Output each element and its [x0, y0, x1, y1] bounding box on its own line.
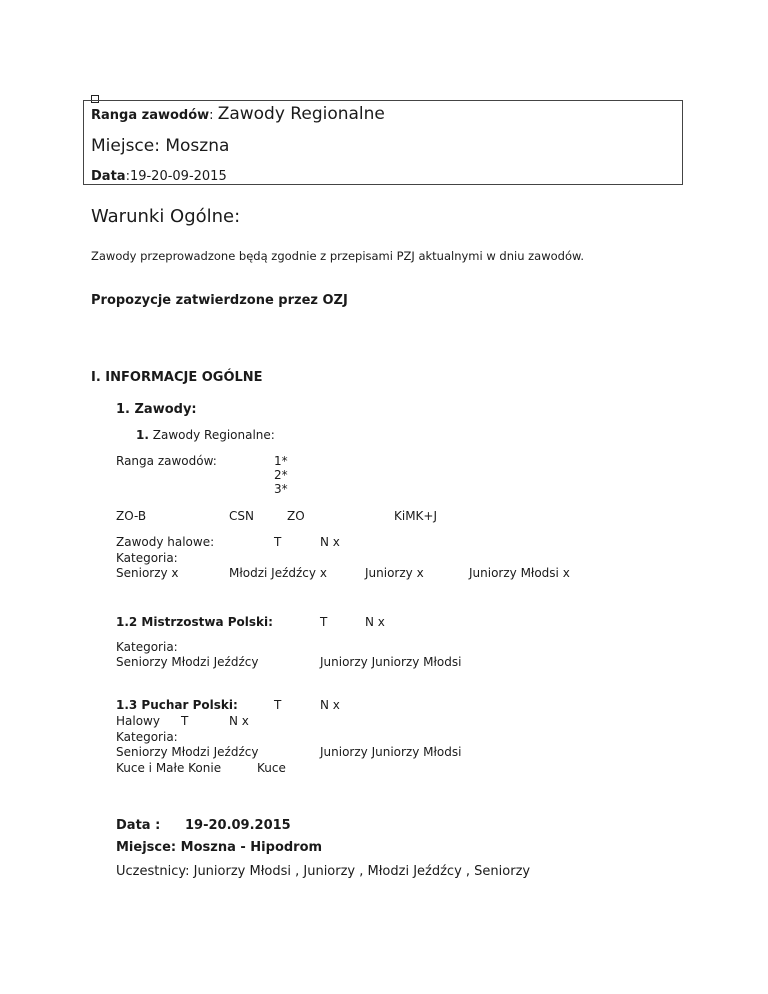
type-csn: CSN [229, 509, 254, 523]
star-3: 3* [274, 482, 288, 496]
halowe-n: N x [320, 535, 340, 549]
footer-uczestnicy: Uczestnicy: Juniorzy Młodsi , Juniorzy , Młodzi Jeźdźcy , Seniorzy [116, 864, 531, 879]
footer-miejsce [116, 840, 322, 855]
ranga-line [91, 104, 385, 124]
type-zo-b: ZO-B [116, 509, 147, 523]
ranga-sep: : [209, 108, 218, 123]
type-kimk: KiMK+J [394, 509, 438, 523]
halowy-t: T [181, 714, 189, 728]
kuce-left: Kuce i Małe Konie [116, 761, 222, 775]
miejsce-line: Miejsce: Moszna [91, 136, 230, 156]
sub-label: Zawody Regionalne: [152, 428, 275, 442]
ranga-zawodow-label: Ranga zawodów: [116, 454, 217, 468]
type-zo: ZO [287, 509, 305, 523]
category-juniorzy-mlodsi: Juniorzy Młodsi x [469, 566, 570, 580]
subsection-zawody-regionalne [136, 428, 275, 442]
puchar-cat-left: Seniorzy Młodzi Jeźdźcy [116, 745, 259, 759]
mistrzostwa-cat-left: Seniorzy Młodzi Jeźdźcy [116, 655, 259, 669]
footer-data-label: Data : [116, 818, 161, 833]
mistrzostwa-n: N x [365, 615, 385, 629]
puchar-cat-right: Juniorzy Juniorzy Młodsi [320, 745, 462, 759]
puchar-n: N x [320, 698, 340, 712]
puchar-kategoria: Kategoria: [116, 730, 178, 744]
warunki-text: Zawody przeprowadzone będą zgodnie z przepisami PZJ aktualnymi w dniu zawodów. [91, 249, 585, 263]
mistrzostwa-title: 1.2 Mistrzostwa Polski: [116, 615, 273, 629]
puchar-title: 1.3 Puchar Polski: [116, 698, 238, 712]
data-label: Data [91, 169, 126, 184]
warunki-title: Warunki Ogólne: [91, 206, 241, 227]
data-line [91, 169, 227, 184]
section-title: I. INFORMACJE OGÓLNE [91, 370, 263, 385]
puchar-t: T [274, 698, 282, 712]
category-juniorzy: Juniorzy x [365, 566, 424, 580]
halowe-t: T [274, 535, 282, 549]
sub-number: 1. [136, 428, 149, 442]
footer-miejsce-value: Moszna - Hipodrom [180, 840, 323, 855]
category-seniorzy: Seniorzy x [116, 566, 179, 580]
footer-data-value: 19-20.09.2015 [185, 818, 291, 833]
mistrzostwa-t: T [320, 615, 328, 629]
kategoria-label: Kategoria: [116, 551, 178, 565]
star-1: 1* [274, 454, 288, 468]
halowy-n: N x [229, 714, 249, 728]
halowy-label: Halowy [116, 714, 160, 728]
star-2: 2* [274, 468, 288, 482]
halowe-label: Zawody halowe: [116, 535, 215, 549]
zawody-heading: 1. Zawody: [116, 402, 197, 417]
ranga-label: Ranga zawodów [91, 108, 210, 123]
footer-miejsce-label: Miejsce: [116, 840, 177, 855]
data-value: :19-20-09-2015 [125, 169, 227, 184]
propozycje-heading: Propozycje zatwierdzone przez OZJ [91, 293, 348, 308]
category-mlodzi: Młodzi Jeźdźcy x [229, 566, 327, 580]
ranga-value: Zawody Regionalne [217, 104, 385, 124]
mistrzostwa-cat-right: Juniorzy Juniorzy Młodsi [320, 655, 462, 669]
mistrzostwa-kategoria: Kategoria: [116, 640, 178, 654]
kuce-right: Kuce [257, 761, 286, 775]
